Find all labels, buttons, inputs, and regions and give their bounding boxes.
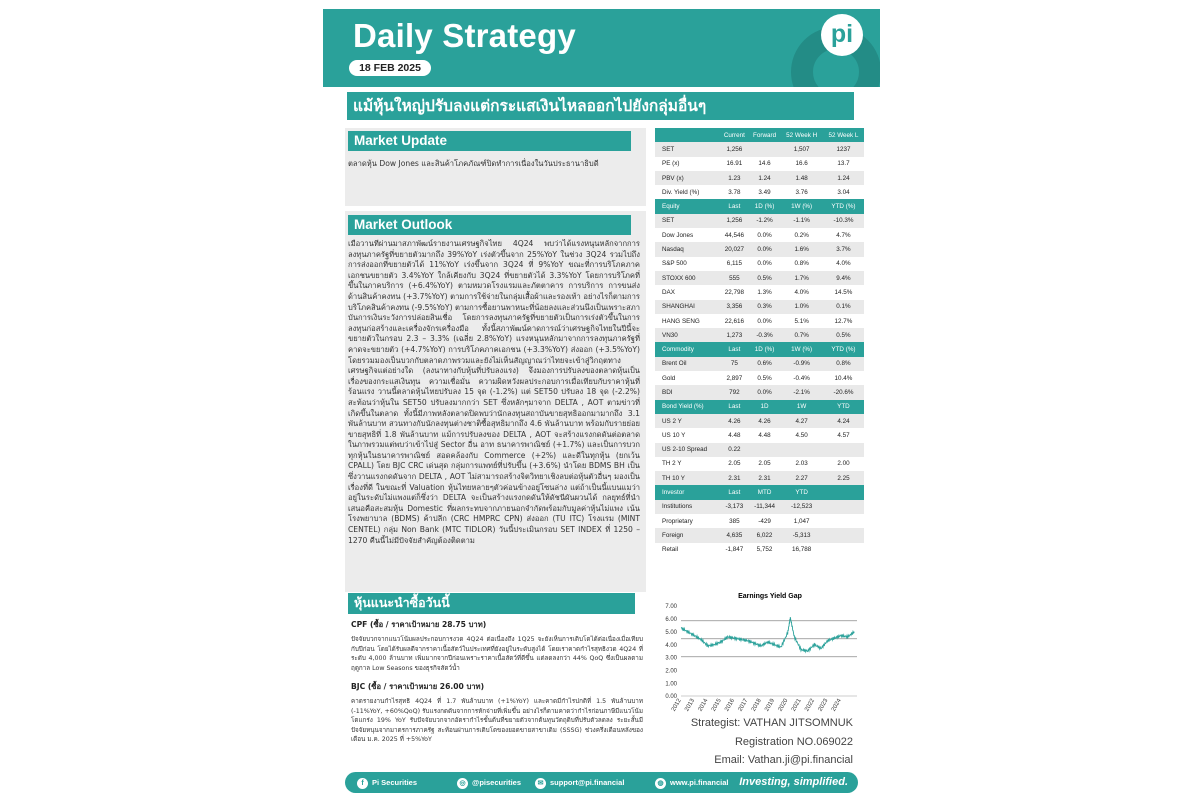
y-tick-label: 3.00 <box>665 655 677 662</box>
table-header-row <box>655 199 864 213</box>
strategist-registration: Registration NO.069022 <box>734 736 853 748</box>
table-row <box>655 514 864 528</box>
table-cell: 14.5% <box>823 285 864 299</box>
table-cell: 4,635 <box>720 528 749 542</box>
footer-facebook-link[interactable] <box>357 772 417 793</box>
table-cell: -0.4% <box>780 371 823 385</box>
table-cell: 0.22 <box>720 443 749 457</box>
table-cell: 4.26 <box>749 414 781 428</box>
table-cell: Proprietary <box>655 514 720 528</box>
table-cell: -5,313 <box>780 528 823 542</box>
table-cell: -3,173 <box>720 500 749 514</box>
table-header-cell: YTD (%) <box>823 342 864 356</box>
y-tick-label: 2.00 <box>665 668 677 675</box>
table-header-cell: 52 Week H <box>780 128 823 142</box>
table-cell: 3.76 <box>780 185 823 199</box>
table-cell: 1.23 <box>720 171 749 185</box>
report-title: Daily Strategy <box>353 17 576 54</box>
table-cell: 1,507 <box>780 142 823 156</box>
table-cell: 12.7% <box>823 314 864 328</box>
table-cell: 792 <box>720 385 749 399</box>
table-cell <box>823 500 864 514</box>
table-header-cell: Equity <box>655 199 720 213</box>
table-cell: 0.1% <box>823 300 864 314</box>
table-cell: PBV (x) <box>655 171 720 185</box>
table-row <box>655 214 864 228</box>
market-update-title: Market Update <box>348 131 631 151</box>
table-cell: Dow Jones <box>655 228 720 242</box>
table-row <box>655 285 864 299</box>
instagram-icon: ◎ <box>457 778 468 789</box>
table-cell: 5,752 <box>749 543 781 557</box>
table-header-cell: YTD <box>823 400 864 414</box>
x-tick-label: 2024 <box>830 698 843 713</box>
table-cell: 22,798 <box>720 285 749 299</box>
globe-icon: ◍ <box>655 778 666 789</box>
table-cell: 1,047 <box>780 514 823 528</box>
footer-instagram-link[interactable] <box>457 772 521 793</box>
table-cell: 6,115 <box>720 257 749 271</box>
table-cell: Gold <box>655 371 720 385</box>
table-cell: SET <box>655 214 720 228</box>
table-cell: 1.0% <box>780 300 823 314</box>
table-cell: 3.7% <box>823 242 864 256</box>
pi-logo-icon: pi <box>821 14 863 56</box>
table-row <box>655 385 864 399</box>
recommendations-title: หุ้นแนะนำซื้อวันนี้ <box>348 593 635 614</box>
table-cell: 9.4% <box>823 271 864 285</box>
x-tick-label: 2020 <box>777 698 790 713</box>
table-cell <box>823 528 864 542</box>
reco-cpf-heading: CPF (ซื้อ / ราคาเป้าหมาย 28.75 บาท) <box>351 620 487 629</box>
y-tick-label: 4.00 <box>665 642 677 649</box>
table-cell <box>823 514 864 528</box>
series-line <box>681 617 854 652</box>
x-tick-label: 2017 <box>737 698 750 713</box>
table-cell: Retail <box>655 543 720 557</box>
table-cell: 2.03 <box>780 457 823 471</box>
table-cell: 22,616 <box>720 314 749 328</box>
table-cell: HANG SENG <box>655 314 720 328</box>
x-tick-label: 2012 <box>670 698 683 713</box>
table-cell: 4.48 <box>749 428 781 442</box>
footer-email-link[interactable] <box>535 772 624 793</box>
table-header-cell: Last <box>720 400 749 414</box>
table-cell: -1.1% <box>780 214 823 228</box>
table-cell: 0.0% <box>749 314 781 328</box>
table-cell: SET <box>655 142 720 156</box>
table-header-cell: Forward <box>749 128 781 142</box>
chart-title: Earnings Yield Gap <box>738 593 802 600</box>
x-tick-label: 2022 <box>804 698 817 713</box>
market-outlook-text: เมื่อวานที่ผ่านมาสภาพัฒน์รายงานเศรษฐกิจไทย 4Q24 พบว่าได้แรงหนุนหลักจากการลงทุนภาครัฐที่ขยายตัวมากถึง 39%YoY เร่งตัวขึ้นจาก 25%YoY ในช่วง 3Q24 รวมไปถึงการส่งออกที่ขยายตัวได้ 11%YoY เร่งขึ้นจาก 3Q24 ที่ 9%YoY ขณะที่การบริโภคภาคเอกชนขยายตัว 3.4%YoY ใกล้เคียงกับ 3Q24 ที่ขยายตัวได้ 3.3%YoY โดยการบริโภคที่ขึ้นในภาคบริการ (+6.4%YoY) ตามหมวดโรงแรมและภัตตาคาร การบริการ การขนส่ง ด้านสินค้าคงทน (+3.7%YoY) ตามการใช้จ่ายในกลุ่มเสื้อผ้าและรองเท้า อย่างไรก็ตามการบริโภคสินค้าคงทน (-9.5%YoY) ตามการซื้อยานพาหนะที่น้อยลงและส่วนนึงเป็นเพราะสภาบันการเงินระวังการปล่อยสินเชื่อ โดยการลงทุนภาครัฐที่ขยายตัวเป็นการเร่งตัวขึ้นในการลงทุนก่อสร้างและเครื่องจักรเครื่องมือ ทั้งนี้สภาพัฒน์คาดการณ์ว่าเศรษฐกิจไทยในปีนี้จะขยายตัวในกรอบ 2.3 – 3.3% (เฉลี่ย 2.8%YoY) แรงหนุนหลักมาจากการลงทุนภาครัฐที่คาดจะขยายตัว (+4.7%YoY) การบริโภคภาคเอกชน (+3.3%YoY) ส่งออก (+3.5%YoY) โดยรวมมองเป็นบวกกับตลาดภาพรวมและยังไม่เห็นสัญญาณว่าไทยจะเข้าสู่วิกฤตทางเศรษฐกิจแต่อย่างใด (ลงนาทางกับหุ้นที่ปรับลงแรง) จึงมองการปรับลงของตลาดหุ้นเป็นเรื่องของกระแสเงินทุน ความเชื่อมั่น ความผิดหวังผลประกอบการเมื่อเทียบกับราคาหุ้นที่ร้อนแรง วานนี้ตลาดหุ้นไทยปรับลง 15 จุด (-1.2%) แต่ SET50 ปรับลง 18 จุด (-2.2%) สะท้อนว่าหุ้นใน SET50 ปรับลงมากกว่า SET ซึ่งหลักๆมาจาก DELTA , AOT ตามข่าวที่เกิดขึ้นในตลาด ทั้งนี้มีภาพหลังตลาดปิดพบว่านักลงทุนสถาบันขายสุทธิออกมามากถึง 3.1 พันล้านบาท สวนทางกับนักลงทุนต่างชาติซื้อสุทธิมากถึง 4.6 พันล้านบาท พร้อมกับรายย่อยขายสุทธิที่ 1.8 พันล้านบาท แม้การปรับลงของ DELTA , AOT จะสร้างแรงกดดันต่อตลาดในภาพรวมแต่พบว่าเข้าไปสู่ Sector อื่น อาท ธนาคารพาณิชย์ (+1.7%) และเป็นการบวกทุกหุ้นในธนาคารพาณิชย์ สอดคล้องกับ Commerce (+2%) และดีในทุกหุ้น (ยกเว้น CPALL) โดย BJC CRC เด่นสุด กลุ่มการแพทย์ที่ปรับขึ้น (+3.6%) นำโดย BDMS BH เป็นซึ่งวานแรงกดดันจาก DELTA , AOT ไม่สามารถสร้างจิตวิทยาเชิงลบต่อหุ้นตัวอื่นๆ มองเป็นเรื่องที่ดี ในขณะที่ Valuation หุ้นไทยหลายๆตัวค่อนข้างอยู่โซนล่าง แต่ถ้าเป็นนี้แบนแมว่าอยู่ในระดับไม่แพงแต่ก็ซึ่งว่า DELTA จะเป็นสร้างแรงกดดันให้ดัชนีผันผวนได้ กลยุทธ์ที่นำเสนอคือสะสมหุ้น Domestic ที่ผลกระทบจากภายนอกจำกัดพร้อมกับมูลค่าหุ้นไม่แพง เน้น โรงพยาบาล (BDMS) ค้าปลีก (CRC HMPRC CPN) ส่งออก (TU ITC) โรงแรม (MINT CENTEL) กลุ่ม Non Bank (MTC TIDLOR) วันนี้ประเมินกรอบ SET INDEX ที่ 1250 – 1270 คืนนี้ไม่มีปัจจัยสำคัญต้องติดตาม <box>348 239 640 545</box>
x-tick-label: 2018 <box>750 698 763 713</box>
table-cell: 20,027 <box>720 242 749 256</box>
table-cell: 0.6% <box>749 357 781 371</box>
market-update-text: ตลาดหุ้น Dow Jones และสินค้าโภคภัณฑ์ปิดทำการเนื่องในวันประธานาธิบดี <box>348 159 599 168</box>
headline-banner: แม้หุ้นใหญ่ปรับลงแต่กระแสเงินไหลออกไปยังกลุ่มอื่นๆ <box>347 92 854 120</box>
table-cell <box>823 543 864 557</box>
table-cell: 10.4% <box>823 371 864 385</box>
table-cell: 2.27 <box>780 471 823 485</box>
table-cell: 1,256 <box>720 214 749 228</box>
table-header-cell: 1W <box>780 400 823 414</box>
table-cell <box>749 142 781 156</box>
table-cell: -20.6% <box>823 385 864 399</box>
table-row <box>655 142 864 156</box>
table-cell: 16.91 <box>720 157 749 171</box>
footer-email-label: support@pi.financial <box>550 778 625 787</box>
table-header-cell: Investor <box>655 485 720 499</box>
table-header-cell: Current <box>720 128 749 142</box>
table-cell: 0.8% <box>823 357 864 371</box>
y-tick-label: 0.00 <box>665 694 677 701</box>
table-cell: 2.00 <box>823 457 864 471</box>
table-row <box>655 543 864 557</box>
table-cell: -12,523 <box>780 500 823 514</box>
table-cell: 1.24 <box>823 171 864 185</box>
strategist-name: Strategist: VATHAN JITSOMNUK <box>690 717 853 729</box>
table-cell: 14.6 <box>749 157 781 171</box>
table-cell: 4.26 <box>720 414 749 428</box>
x-tick-label: 2014 <box>697 698 710 713</box>
table-row <box>655 314 864 328</box>
table-cell <box>823 443 864 457</box>
table-cell: 3.04 <box>823 185 864 199</box>
table-row <box>655 457 864 471</box>
table-cell: 4.50 <box>780 428 823 442</box>
table-cell: -429 <box>749 514 781 528</box>
reco-bjc-heading: BJC (ซื้อ / ราคาเป้าหมาย 26.00 บาท) <box>351 682 485 691</box>
footer-website-link[interactable] <box>655 772 728 793</box>
table-cell: 3,356 <box>720 300 749 314</box>
table-header-row <box>655 400 864 414</box>
footer-website-label: www.pi.financial <box>670 778 729 787</box>
email-icon: ✉ <box>535 778 546 789</box>
table-header-row <box>655 128 864 142</box>
y-tick-label: 6.00 <box>665 617 677 624</box>
table-cell: Div. Yield (%) <box>655 185 720 199</box>
report-page <box>323 9 880 795</box>
table-cell: US 2-10 Spread <box>655 443 720 457</box>
table-cell: 13.7 <box>823 157 864 171</box>
table-cell: -1.2% <box>749 214 781 228</box>
table-row <box>655 242 864 256</box>
table-cell: 0.0% <box>749 242 781 256</box>
table-cell: 1,256 <box>720 142 749 156</box>
report-header <box>323 9 880 87</box>
report-date: 18 FEB 2025 <box>349 60 431 76</box>
table-header-cell: MTD <box>749 485 781 499</box>
table-cell: 75 <box>720 357 749 371</box>
x-tick-label: 2016 <box>724 698 737 713</box>
y-tick-label: 7.00 <box>665 604 677 611</box>
table-cell: TH 2 Y <box>655 457 720 471</box>
table-header-cell: Commodity <box>655 342 720 356</box>
table-cell: -1,847 <box>720 543 749 557</box>
table-cell: 3.78 <box>720 185 749 199</box>
table-cell: -11,344 <box>749 500 781 514</box>
table-cell: 1.7% <box>780 271 823 285</box>
table-header-row <box>655 485 864 499</box>
table-cell: 4.0% <box>780 285 823 299</box>
table-cell: Institutions <box>655 500 720 514</box>
table-cell: 0.7% <box>780 328 823 342</box>
table-header-row <box>655 342 864 356</box>
table-cell: 4.24 <box>823 414 864 428</box>
table-cell: 555 <box>720 271 749 285</box>
table-cell: 385 <box>720 514 749 528</box>
table-cell: 3.49 <box>749 185 781 199</box>
table-cell: BDI <box>655 385 720 399</box>
table-header-cell: 52 Week L <box>823 128 864 142</box>
table-row <box>655 371 864 385</box>
table-cell: 2.05 <box>749 457 781 471</box>
table-cell: 0.3% <box>749 300 781 314</box>
table-cell: 1.24 <box>749 171 781 185</box>
table-cell: 4.57 <box>823 428 864 442</box>
table-cell: US 10 Y <box>655 428 720 442</box>
table-cell: TH 10 Y <box>655 471 720 485</box>
earnings-yield-gap-chart <box>655 590 865 720</box>
table-cell: 4.7% <box>823 228 864 242</box>
strategist-email[interactable]: Email: Vathan.ji@pi.financial <box>714 754 853 766</box>
table-cell <box>780 443 823 457</box>
table-cell: 0.0% <box>749 385 781 399</box>
table-cell: S&P 500 <box>655 257 720 271</box>
table-row <box>655 171 864 185</box>
table-header-cell: YTD (%) <box>823 199 864 213</box>
table-cell: 4.0% <box>823 257 864 271</box>
y-tick-label: 1.00 <box>665 681 677 688</box>
table-cell: 2.31 <box>720 471 749 485</box>
table-cell: 2.31 <box>749 471 781 485</box>
table-row <box>655 271 864 285</box>
table-row <box>655 471 864 485</box>
table-cell: -2.1% <box>780 385 823 399</box>
table-row <box>655 300 864 314</box>
table-row <box>655 157 864 171</box>
table-cell: 4.27 <box>780 414 823 428</box>
table-cell: 2.25 <box>823 471 864 485</box>
reco-cpf-text: ปัจจัยบวกจากแนวโน้มผลประกอบการงวด 4Q24 ต่อเนื่องถึง 1Q25 จะยังเห็นการเติบโตได้ต่อเนื่องเมื่อเทียบกับปีก่อน โดยได้รับผลดีจากราคาเนื้อสัตว์ในประเทศที่ยังอยู่ในระดับสูงได้ โดยเราคาดกำไรสุทธิงวด 4Q24 ที่ระดับ 4,000 ล้านบาท เพิ่มมากจากปีก่อนเพราะราคาเนื้อสัตว์ที่ดีขึ้น แต่ลดลงกว่า 44% QoQ ซึ่งเป็นผลตามฤดูกาล Low Seasons ของธุรกิจสัตว์น้ำ <box>351 636 643 672</box>
table-row <box>655 500 864 514</box>
x-tick-label: 2021 <box>790 698 803 713</box>
table-cell: DAX <box>655 285 720 299</box>
table-cell: Brent Oil <box>655 357 720 371</box>
table-cell: 0.5% <box>749 371 781 385</box>
market-data-table <box>655 128 864 557</box>
table-cell: -0.3% <box>749 328 781 342</box>
footer-instagram-label: @pisecurities <box>472 778 521 787</box>
earnings-yield-gap-svg <box>655 590 865 720</box>
table-cell: -0.9% <box>780 357 823 371</box>
table-cell: 0.5% <box>749 271 781 285</box>
table-cell: 1,273 <box>720 328 749 342</box>
table-cell: 2,897 <box>720 371 749 385</box>
table-cell: 0.8% <box>780 257 823 271</box>
table-header-cell: Bond Yield (%) <box>655 400 720 414</box>
table-cell: 1237 <box>823 142 864 156</box>
table-header-cell: 1D (%) <box>749 199 781 213</box>
table-cell: 16,788 <box>780 543 823 557</box>
table-cell: 1.6% <box>780 242 823 256</box>
table-row <box>655 443 864 457</box>
reco-bjc-text: คาดรายงานกำไรสุทธิ 4Q24 ที่ 1.7 พันล้านบาท (+1%YoY) และคาดมีกำไรปกติที่ 1.5 พันล้านบาท (-11%YoY, +60%QoQ) รับแรงกดดันจากการหักจ่ายที่เพิ่มขึ้น อย่างไรก็ตามคาดว่ากำไรก่อนภาษีมีแนวโน้มโตแกร่ง 19% YoY รับปัจจัยบวกจากอัตรากำไรขั้นต้นที่ขยายตัวจากต้นทุนวัตถุดิบที่ปรับตัวลดลง ระยะสั้นมีปัจจัยหนุนจากมาตรการภาครัฐ สะท้อนผ่านการเติบโตของยอดขายสาขาเดิม (SSSG) ช่วงครึ่งเดือนหลังของเดือน ม.ค. 2025 ที่ +5%YoY <box>351 698 643 744</box>
table-header-cell: Last <box>720 199 749 213</box>
footer-facebook-label: Pi Securities <box>372 778 418 787</box>
table-row <box>655 357 864 371</box>
footer-tagline: Investing, simplified. <box>739 776 848 788</box>
table-cell: PE (x) <box>655 157 720 171</box>
x-tick-label: 2023 <box>817 698 830 713</box>
table-cell: 0.0% <box>749 257 781 271</box>
footer-bar <box>345 772 858 793</box>
table-cell: US 2 Y <box>655 414 720 428</box>
table-cell: 16.6 <box>780 157 823 171</box>
table-header-cell: Last <box>720 485 749 499</box>
table-header-cell <box>823 485 864 499</box>
table-cell: 0.2% <box>780 228 823 242</box>
table-cell: -10.3% <box>823 214 864 228</box>
table-header-cell: Last <box>720 342 749 356</box>
table-cell: STOXX 600 <box>655 271 720 285</box>
table-row <box>655 428 864 442</box>
table-cell: Foreign <box>655 528 720 542</box>
table-cell: 2.05 <box>720 457 749 471</box>
facebook-icon: f <box>357 778 368 789</box>
x-tick-label: 2013 <box>684 698 697 713</box>
x-tick-label: 2015 <box>710 698 723 713</box>
table-cell: 1.3% <box>749 285 781 299</box>
table-cell: 44,546 <box>720 228 749 242</box>
table-cell: SHANGHAI <box>655 300 720 314</box>
table-row <box>655 228 864 242</box>
table-header-cell: 1W (%) <box>780 199 823 213</box>
table-row <box>655 414 864 428</box>
market-outlook-title: Market Outlook <box>348 215 631 235</box>
table-cell: 0.5% <box>823 328 864 342</box>
table-cell: 4.48 <box>720 428 749 442</box>
table-row <box>655 328 864 342</box>
table-cell: Nasdaq <box>655 242 720 256</box>
x-tick-label: 2019 <box>764 698 777 713</box>
table-cell: 1.48 <box>780 171 823 185</box>
table-header-cell: YTD <box>780 485 823 499</box>
table-header-cell <box>655 128 720 142</box>
table-cell: 6,022 <box>749 528 781 542</box>
table-header-cell: 1W (%) <box>780 342 823 356</box>
table-cell: 0.0% <box>749 228 781 242</box>
table-cell: VN30 <box>655 328 720 342</box>
table-row <box>655 185 864 199</box>
table-header-cell: 1D <box>749 400 781 414</box>
table-cell: 5.1% <box>780 314 823 328</box>
y-tick-label: 5.00 <box>665 629 677 636</box>
table-header-cell: 1D (%) <box>749 342 781 356</box>
table-row <box>655 528 864 542</box>
table-row <box>655 257 864 271</box>
table-cell <box>749 443 781 457</box>
